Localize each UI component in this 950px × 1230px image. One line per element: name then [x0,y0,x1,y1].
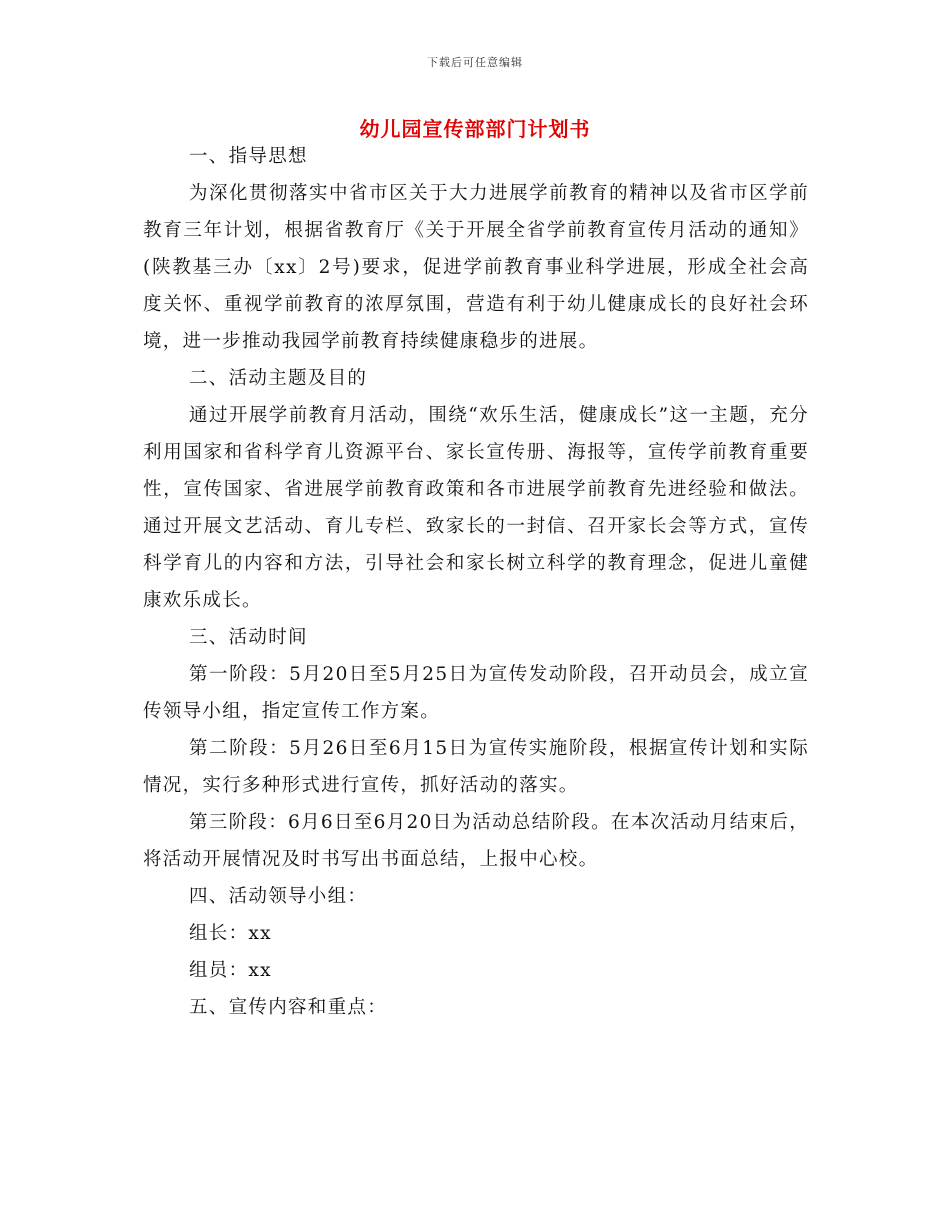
section-heading-guiding-ideology: 一、指导思想 [189,146,308,167]
paragraph-guiding-ideology: 为深化贯彻落实中省市区关于大力进展学前教育的精神以及省市区学前教育三年计划，根据省教育厅《关于开展全省学前教育宣传月活动的通知》(陕教基三办〔xx〕2号)要求，促进学前教育事业科学进展，形成全社会高度关怀、重视学前教育的浓厚氛围，营造有利于幼儿健康成长的良好社会环境，进一步推动我园学前教育持续健康稳步的进展。 [143,183,809,352]
paragraph-stage-one: 第一阶段：5月20日至5月25日为宣传发动阶段，召开动员会，成立宣传领导小组，指定宣传工作方案。 [143,664,809,722]
paragraph-stage-two: 第二阶段：5月26日至6月15日为宣传实施阶段，根据宣传计划和实际情况，实行多种形式进行宣传，抓好活动的落实。 [143,738,809,796]
members-line: 组员：xx [189,960,272,981]
section-heading-theme-and-purpose: 二、活动主题及目的 [189,368,368,389]
paragraph-stage-three: 第三阶段：6月6日至6月20日为活动总结阶段。在本次活动月结束后，将活动开展情况及时书写出书面总结，上报中心校。 [143,812,809,870]
page-header-note: 下载后可任意编辑 [427,56,523,69]
section-heading-leadership-group: 四、活动领导小组： [189,886,368,907]
document-title: 幼儿园宣传部部门计划书 [359,117,591,141]
leader-line: 组长：xx [189,923,272,944]
section-heading-activity-time: 三、活动时间 [189,627,308,648]
paragraph-theme-and-purpose: 通过开展学前教育月活动，围绕“欢乐生活，健康成长”这一主题，充分利用国家和省科学育儿资源平台、家长宣传册、海报等，宣传学前教育重要性，宣传国家、省进展学前教育政策和各市进展学前教育先进经验和做法。通过开展文艺活动、育儿专栏、致家长的一封信、召开家长会等方式，宣传科学育儿的内容和方法，引导社会和家长树立科学的教育理念，促进儿童健康欢乐成长。 [143,405,809,611]
section-heading-publicity-content: 五、宣传内容和重点： [189,997,388,1018]
document-body [143,138,809,1026]
